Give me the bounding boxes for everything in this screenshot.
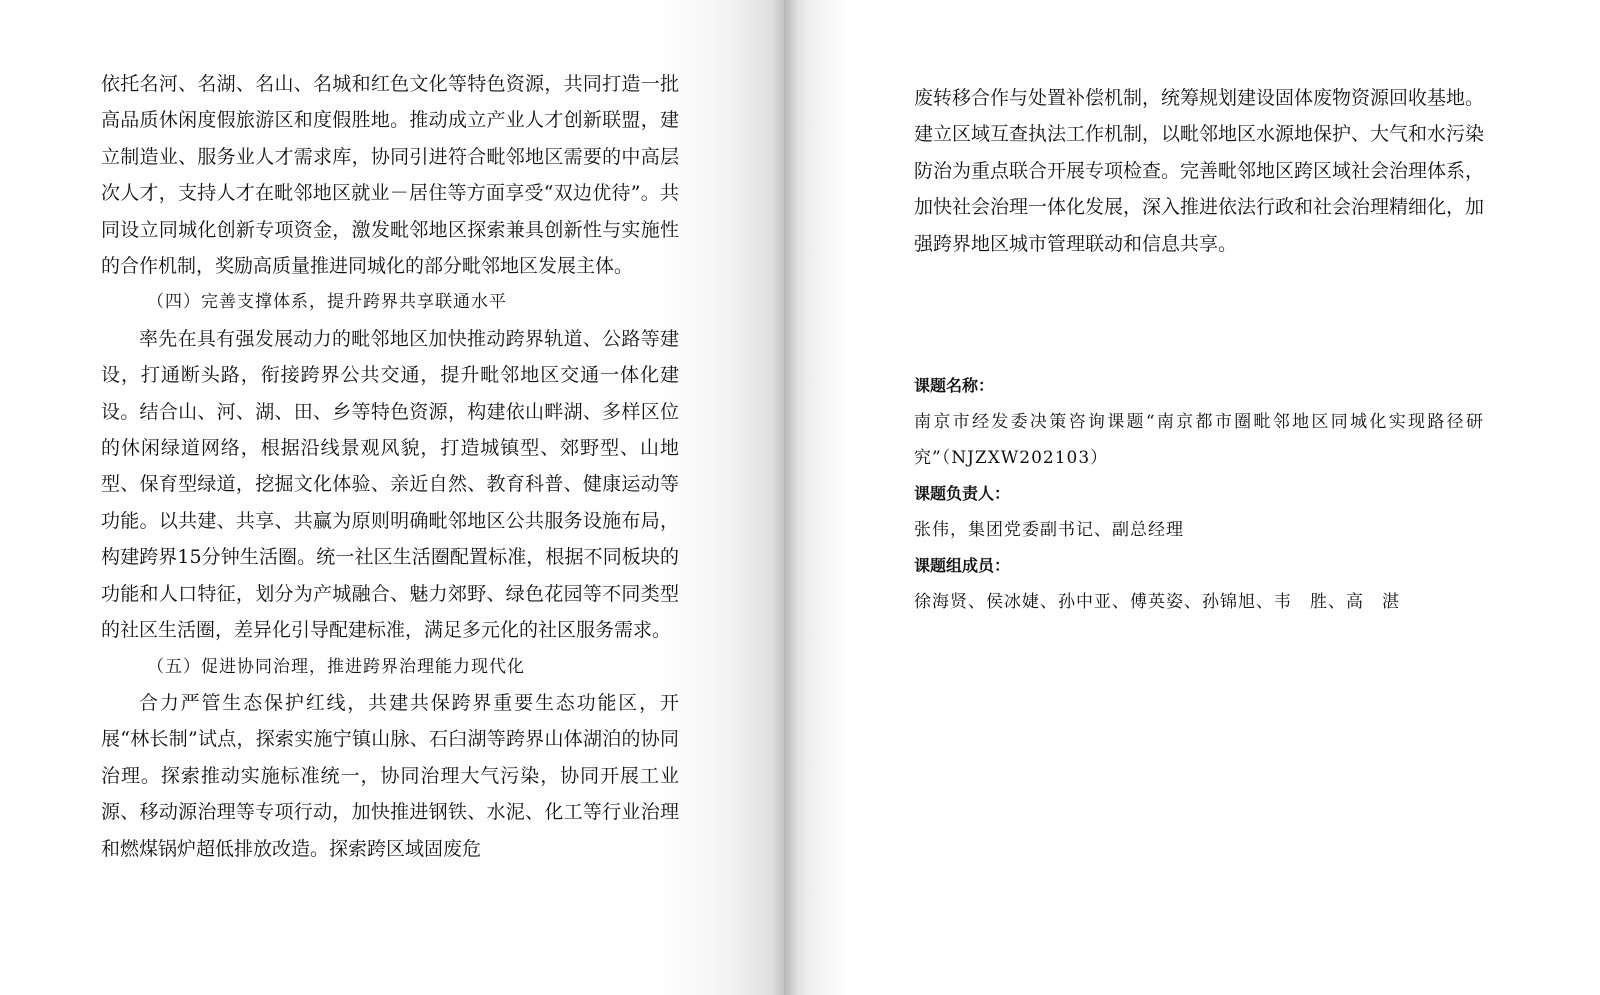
project-name: 南京市经发委决策咨询课题“南京都市圈毗邻地区同城化实现路径研究”（NJZXW202103）: [914, 412, 1484, 468]
section-heading-5: （五）促进协同治理，推进跨界治理能力现代化: [147, 656, 525, 677]
project-members-label: 课题组成员：: [914, 556, 1011, 575]
right-page: [784, 0, 1600, 995]
page-gutter: [772, 0, 798, 995]
body-paragraph: 合力严管生态保护红线，共建共保跨界重要生态功能区，开展“林长制”试点，探索实施宁镇山脉、石臼湖等跨界山体湖泊的协同治理。探索推动实施标准统一，协同治理大气污染，协同开展工业源、移动源治理等专项行动，加快推进钢铁、水泥、化工等行业治理和燃煤锅炉超低排放改造。探索跨区域固废危: [101, 691, 679, 860]
left-page-body: [101, 66, 679, 867]
project-leader: 张伟，集团党委副书记、副总经理: [914, 520, 1184, 540]
project-info: [914, 368, 1484, 620]
right-page-body: [914, 80, 1484, 262]
project-leader-label: 课题负责人：: [914, 484, 1011, 503]
project-name-label: 课题名称：: [914, 376, 995, 395]
section-heading-4: （四）完善支撑体系，提升跨界共享联通水平: [147, 292, 507, 313]
project-members: 徐海贤、侯冰婕、孙中亚、傅英姿、孙锦旭、韦 胜、高 湛: [914, 592, 1400, 612]
body-paragraph-continued: 废转移合作与处置补偿机制，统筹规划建设固体废物资源回收基地。建立区域互查执法工作机制，以毗邻地区水源地保护、大气和水污染防治为重点联合开展专项检查。完善毗邻地区跨区域社会治理体系，加快社会治理一体化发展，深入推进依法行政和社会治理精细化，加强跨界地区城市管理联动和信息共享。: [914, 87, 1485, 255]
body-paragraph: 率先在具有强发展动力的毗邻地区加快推动跨界轨道、公路等建设，打通断头路，衔接跨界公共交通，提升毗邻地区交通一体化建设。结合山、河、湖、田、乡等特色资源，构建依山畔湖、多样区位的休闲绿道网络，根据沿线景观风貌，打造城镇型、郊野型、山地型、保育型绿道，挖掘文化体验、亲近自然、教育科普、健康运动等功能。以共建、共享、共赢为原则明确毗邻地区公共服务设施布局，构建跨界15分钟生活圈。统一社区生活圈配置标准，根据不同板块的功能和人口特征，划分为产城融合、魅力郊野、绿色花园等不同类型的社区生活圈，差异化引导配建标准，满足多元化的社区服务需求。: [101, 327, 679, 642]
body-paragraph: 依托名河、名湖、名山、名城和红色文化等特色资源，共同打造一批高品质休闲度假旅游区和度假胜地。推动成立产业人才创新联盟，建立制造业、服务业人才需求库，协同引进符合毗邻地区需要的中高层次人才，支持人才在毗邻地区就业－居住等方面享受“双边优待”。共同设立同城化创新专项资金，激发毗邻地区探索兼具创新性与实施性的合作机制，奖励高质量推进同城化的部分毗邻地区发展主体。: [101, 73, 679, 278]
left-page: [0, 0, 784, 995]
